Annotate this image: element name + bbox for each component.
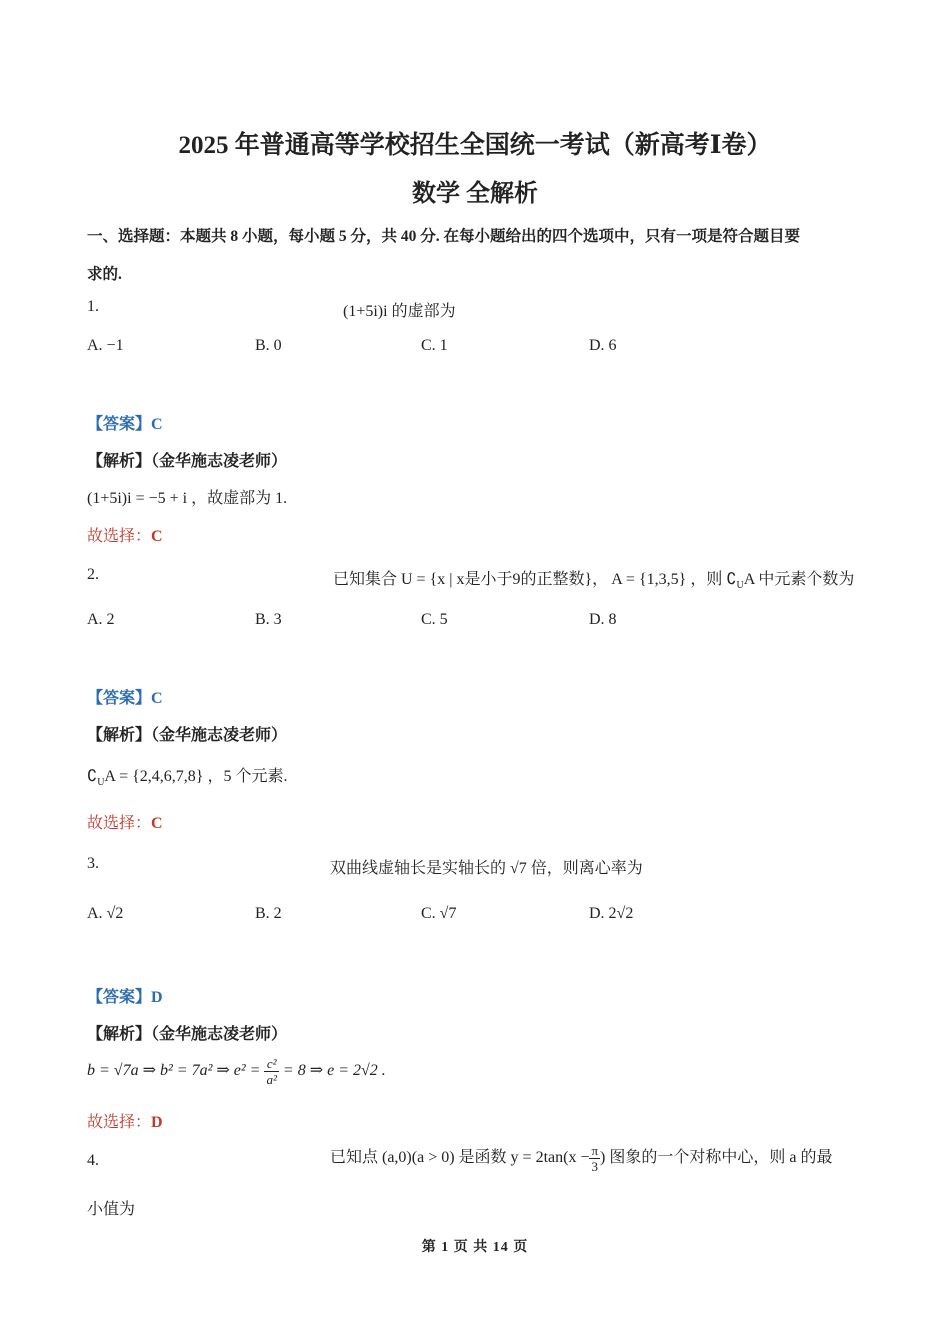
- q4-number: 4.: [87, 1152, 99, 1169]
- q2-stem-tail: A 中元素个数为: [743, 571, 855, 588]
- q1-option-c: C. 1: [421, 337, 448, 354]
- q2-analysis: [87, 763, 287, 788]
- q4-stem: [330, 1143, 832, 1174]
- section-heading-line1: 一、选择题：本题共 8 小题，每小题 5 分，共 40 分. 在每小题给出的四个选项中，只有一项是符合题目要: [87, 228, 801, 245]
- q2-analysis-sub: U: [97, 777, 105, 789]
- q3-analysis-label: 【解析】（金华施志凌老师）: [87, 1026, 288, 1043]
- page-subtitle: 数学 全解析: [412, 181, 538, 207]
- q3-frac-num: c²: [264, 1056, 278, 1072]
- q2-analysis-pre: ∁: [87, 768, 98, 785]
- q2-stem-text: 已知集合 U = {x | x是小于9的正整数}， A = {1,3,5} ，则 ∁: [333, 571, 737, 588]
- q3-option-d: D. 2√2: [589, 905, 634, 922]
- q2-option-c: C. 5: [421, 611, 448, 628]
- q2-number: 2.: [87, 566, 99, 583]
- q1-option-d: D. 6: [589, 337, 617, 354]
- q1-select-prefix: 故选择：: [87, 528, 152, 545]
- q4-frac-den: 3: [591, 1159, 598, 1174]
- q1-option-a: A. −1: [87, 337, 124, 354]
- q3-option-b: B. 2: [255, 905, 282, 922]
- q2-select-value: C: [151, 815, 163, 832]
- q2-option-d: D. 8: [589, 611, 617, 628]
- q3-analysis: [87, 1056, 386, 1087]
- q4-fraction: [589, 1143, 600, 1174]
- q1-analysis-label: 【解析】（金华施志凌老师）: [87, 453, 288, 470]
- q3-stem: 双曲线虚轴长是实轴长的 √7 倍，则离心率为: [330, 860, 643, 877]
- q2-option-a: A. 2: [87, 611, 115, 628]
- q3-analysis-b: = 8 ⇒ e = 2√2 .: [282, 1062, 386, 1080]
- q3-select-value: D: [151, 1114, 163, 1131]
- q1-answer: 【答案】C: [87, 416, 163, 433]
- q2-stem: [333, 566, 854, 591]
- q3-select-prefix: 故选择：: [87, 1114, 152, 1131]
- q2-option-b: B. 3: [255, 611, 282, 628]
- q2-select-prefix: 故选择：: [87, 815, 152, 832]
- section-heading-line2: 求的.: [87, 266, 122, 283]
- q3-option-a: A. √2: [87, 905, 124, 922]
- q1-number: 1.: [87, 298, 99, 315]
- q3-number: 3.: [87, 855, 99, 872]
- q2-select: [87, 810, 163, 833]
- q1-select-value: C: [151, 528, 163, 545]
- page-footer: 第 1 页 共 14 页: [421, 1240, 529, 1255]
- q2-analysis-label: 【解析】（金华施志凌老师）: [87, 727, 288, 744]
- q2-answer: 【答案】C: [87, 690, 163, 707]
- q3-answer: 【答案】D: [87, 989, 163, 1006]
- q3-select: [87, 1109, 163, 1132]
- q4-frac-num: π: [591, 1143, 599, 1158]
- q2-analysis-text: A = {2,4,6,7,8} ，5 个元素.: [104, 768, 288, 785]
- q4-stem-a: 已知点 (a,0)(a > 0) 是函数 y = 2tan(x −: [330, 1149, 590, 1167]
- q4-stem-b: ) 图象的一个对称中心，则 a 的最: [600, 1149, 833, 1167]
- q1-select: [87, 523, 163, 546]
- q1-stem: (1+5i)i 的虚部为: [343, 303, 456, 320]
- q2-stem-sub: U: [736, 580, 744, 592]
- q1-option-b: B. 0: [255, 337, 282, 354]
- q3-option-c: C. √7: [421, 905, 457, 922]
- q3-frac-den: a²: [266, 1072, 277, 1087]
- q4-stem-line2: 小值为: [87, 1201, 136, 1218]
- q3-fraction: [264, 1056, 278, 1087]
- q3-analysis-a: b = √7a ⇒ b² = 7a² ⇒ e² =: [87, 1062, 261, 1080]
- page-title: 2025 年普通高等学校招生全国统一考试（新高考Ⅰ卷）: [178, 132, 772, 159]
- q1-analysis: (1+5i)i = −5 + i ，故虚部为 1.: [87, 490, 288, 507]
